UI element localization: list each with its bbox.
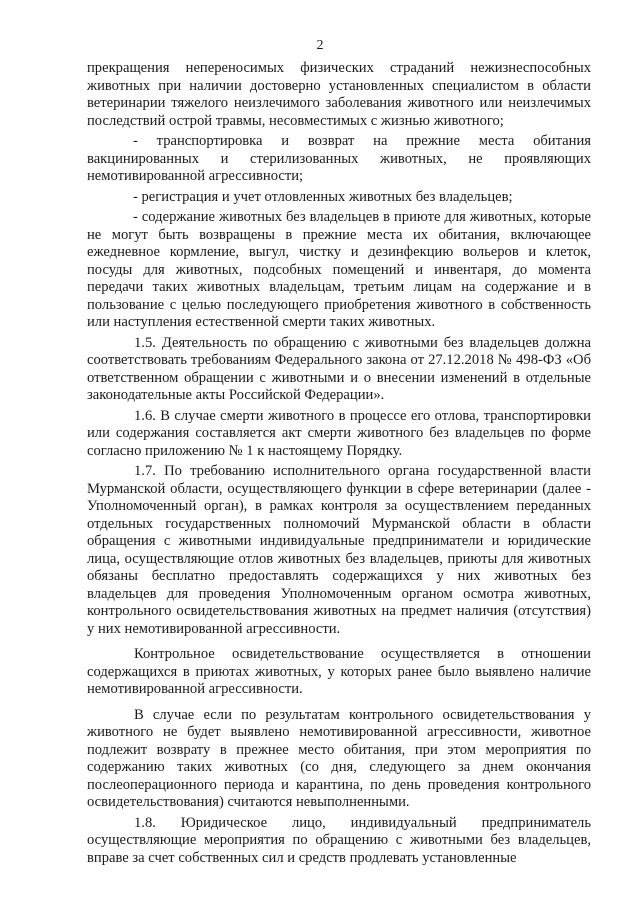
list-item-shelter-keeping: - содержание животных без владельцев в приюте для животных, которые не могут быть возвращены в прежние места их обитания, включающее ежедневное кормление, выгул, чистку и дезинфекцию вольеров и клеток, посуды для животных, подсобных помещений и инвентаря, до момента передачи таких животных владельцам, третьим лицам на содержание и в пользование с целью последующего приобретения животного в собственность или наступления естественной смерти таких животных. (87, 209, 591, 330)
list-item-transport: - транспортировка и возврат на прежние места обитания вакцинированных и стерилизованных животных, не проявляющих немотивированной агрессивности; (87, 133, 591, 184)
paragraph-1-5: 1.5. Деятельность по обращению с животными без владельцев должна соответствовать требованиям Федерального закона от 27.12.2018 № 498-ФЗ «Об ответственном обращении с животными и о внесении изменений в отдельные законодательные акты Российской Федерации». (87, 334, 591, 403)
paragraph-examination-result: В случае если по результатам контрольного освидетельствования у животного не будет выявлено немотивированной агрессивности, животное подлежит возврату в прежнее место обитания, при этом мероприятия по содержанию таких животных (со дня, следующего за днем окончания послеоперационного периода и карантина, по день проведения контрольного освидетельствования) считаются невыполненными. (87, 706, 591, 810)
paragraph-control-examination: Контрольное освидетельствование осуществляется в отношении содержащихся в приютах животных, у которых ранее было выявлено наличие немотивированной агрессивности. (87, 646, 591, 697)
list-item-registration: - регистрация и учет отловленных животных без владельцев; (133, 188, 513, 205)
paragraph-1-8: 1.8. Юридическое лицо, индивидуальный предприниматель осуществляющие мероприятия по обращению с животными без владельцев, вправе за счет собственных сил и средств продлевать установленные (87, 814, 591, 866)
paragraph-1-7: 1.7. По требованию исполнительного органа государственной власти Мурманской области, осуществляющего функции в сфере ветеринарии (далее - Уполномоченный орган), в рамках контроля за осуществлением переданных отдельных государственных полномочий Мурманской области в области обращения с животными индивидуальные предприниматели и юридические лица, осуществляющие отлов животных без владельцев, приюты для животных обязаны бесплатно предоставлять содержащихся у них животных без владельцев для проведения Уполномоченным органом осмотра животных, контрольного освидетельствования животных на предмет наличия (отсутствия) у них немотивированной агрессивности. (87, 463, 591, 637)
page-number: 2 (316, 38, 324, 53)
document-body (87, 60, 591, 867)
paragraph-continuation: прекращения непереносимых физических страданий нежизнеспособных животных при наличии достоверно установленных специалистом в области ветеринарии тяжелого неизлечимого заболевания животного или неизлечимых последствий острой травмы, несовместимых с жизнью животного; (87, 60, 591, 129)
paragraph-1-6: 1.6. В случае смерти животного в процессе его отлова, транспортировки или содержания составляется акт смерти животного без владельцев по форме согласно приложению № 1 к настоящему Порядку. (87, 407, 591, 459)
